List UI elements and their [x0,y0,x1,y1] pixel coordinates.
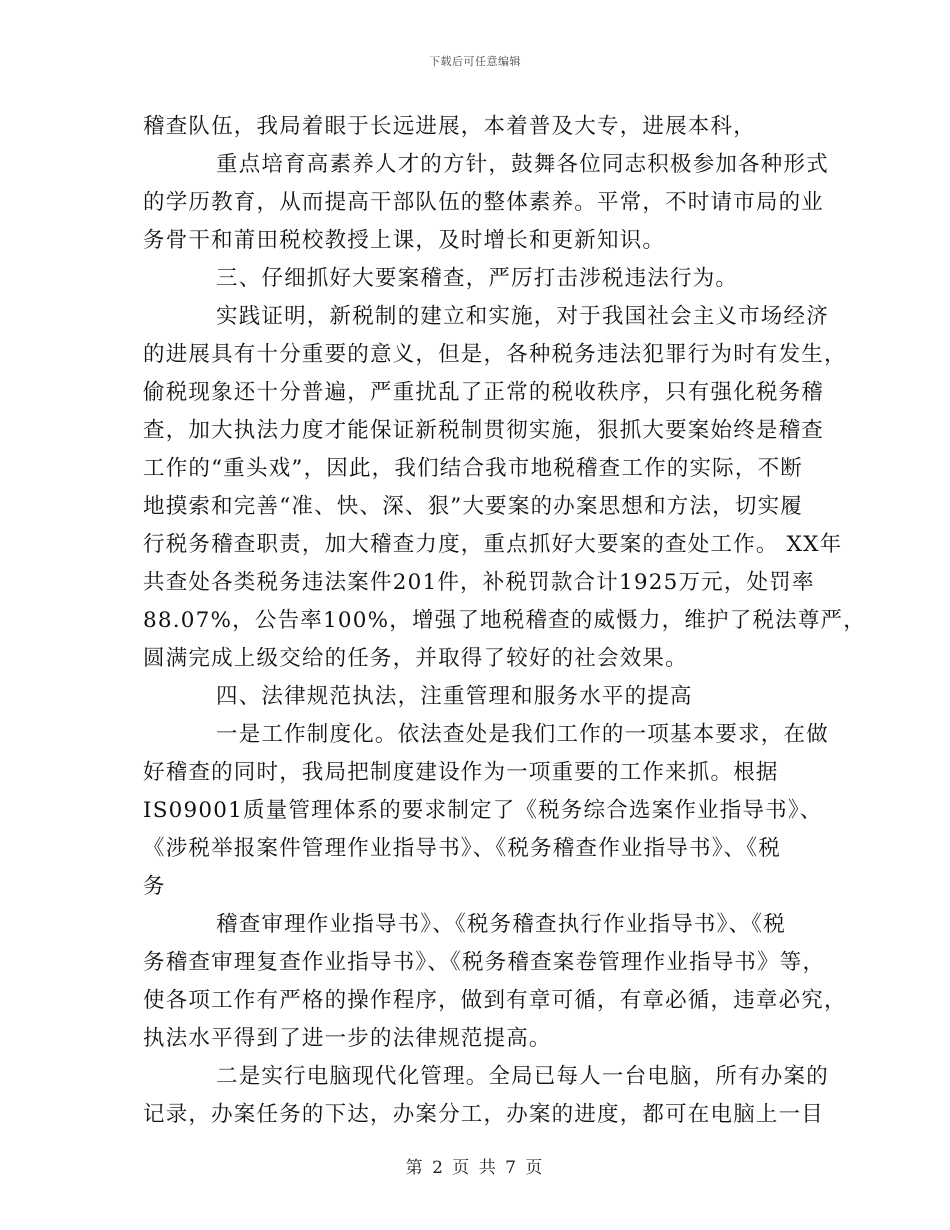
text-line: 88.07%，公告率100%，增强了地税稽查的威慑力，维护了税法尊严， [143,608,866,633]
text-line: IS09001质量管理体系的要求制定了《税务综合选案作业指导书》、 [143,798,823,823]
text-line: 稽查队伍，我局着眼于长远进展，本着普及大专，进展本科， [143,114,756,139]
text-line: 偷税现象还十分普遍，严重扰乱了正常的税收秩序，只有强化税务稽 [143,380,825,405]
page-header: 下载后可任意编辑 [429,55,521,68]
text-line: 务骨干和莆田税校教授上课，及时增长和更新知识。 [143,228,666,253]
text-line: 二是实行电脑现代化管理。全局已每人一台电脑，所有办案的 [216,1064,829,1089]
text-line: 查，加大执法力度才能保证新税制贯彻实施，狠抓大要案始终是稽查 [143,418,825,443]
text-line: 务稽查审理复查作业指导书》、《税务稽查案卷管理作业指导书》等， [143,950,826,975]
text-line: 重点培育高素养人才的方针，鼓舞各位同志积极参加各种形式 [216,152,829,177]
text-line: 工作的“重头戏”，因此，我们结合我市地税稽查工作的实际，不断 [143,456,803,481]
text-line: 稽查审理作业指导书》、《税务稽查执行作业指导书》、《税 [216,912,786,937]
text-line: 《涉税举报案件管理作业指导书》、《税务稽查作业指导书》、《税 [143,836,782,861]
text-line: 的进展具有十分重要的意义，但是，各种税务违法犯罪行为时有发生， [143,342,847,367]
text-line: 记录，办案任务的下达，办案分工，办案的进度，都可在电脑上一目 [143,1102,825,1127]
text-line: 圆满完成上级交给的任务，并取得了较好的社会效果。 [143,646,688,671]
text-line: 的学历教育，从而提高干部队伍的整体素养。平常，不时请市局的业 [143,190,825,215]
text-line: 使各项工作有严格的操作程序，做到有章可循，有章必循，违章必究， [143,988,847,1013]
document-body [143,108,866,1134]
text-line: 共查处各类税务违法案件201件，补税罚款合计1925万元，处罚率 [143,570,815,595]
text-line: 行税务稽查职责，加大稽查力度，重点抓好大要案的查处工作。 XX年 [143,532,843,557]
text-line: 实践证明，新税制的建立和实施，对于我国社会主义市场经济 [216,304,829,329]
page-number: 第 2 页 共 7 页 [405,1158,545,1178]
text-line: 执法水平得到了进一步的法律规范提高。 [143,1026,552,1051]
section-heading: 四、法律规范执法，注重管理和服务水平的提高 [216,684,693,709]
text-line: 一是工作制度化。依法查处是我们工作的一项基本要求，在做 [216,722,829,747]
text-line: 地摸索和完善“准、快、深、狠”大要案的办案思想和方法，切实履 [143,494,803,519]
text-line: 好稽查的同时，我局把制度建设作为一项重要的工作来抓。根据 [143,760,779,785]
section-heading: 三、仔细抓好大要案稽查，严厉打击涉税违法行为。 [216,266,739,291]
text-line: 务 [143,874,166,899]
